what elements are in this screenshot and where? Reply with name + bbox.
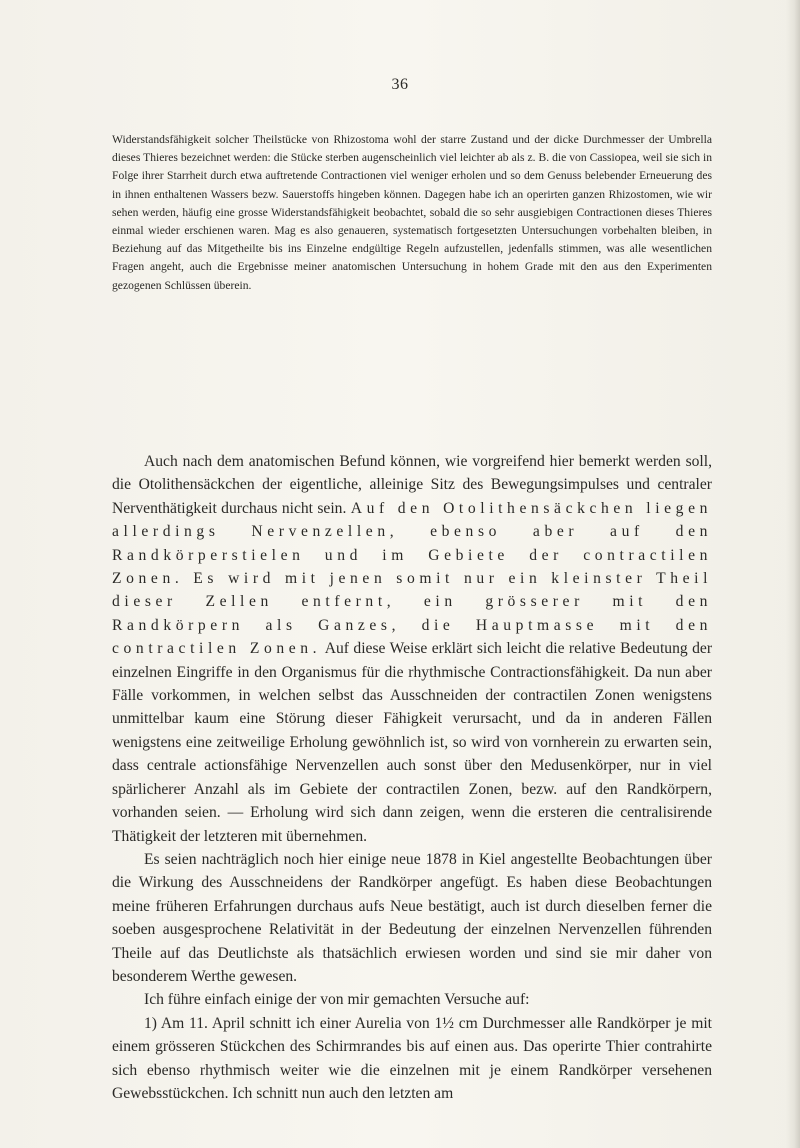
paragraph-experiments-intro: Ich führe einfach einige der von mir gemachten Versuche auf: — [144, 991, 530, 1009]
small-print-block — [112, 131, 712, 295]
paragraph-anatomical-findings — [112, 450, 712, 848]
paragraph-experiment-1: 1) Am 11. April schnitt ich einer Aurelia von 1½ cm Durchmesser alle Randkörper je mit einem grösseren Stückchen des Schirmrandes bis auf einen aus. Das operirte Thier contrahirte sich ebenso rhythmisch weiter wie die einzelnen mit je einem Randkörper versehenen Gewebsstückchen. Ich schnitt nun auch den letzten am — [112, 1014, 712, 1102]
paragraph-kiel-observations: Es seien nachträglich noch hier einige neue 1878 in Kiel angestellte Beobachtungen über die Wirkung des Ausschneidens der Randkörper angefügt. Es haben diese Beobachtungen meine früheren Erfahrungen durchaus aufs Neue bestätigt, auch ist durch dieselben ferner die soeben ausgesprochene Relativität in der Bedeutung der einzelnen Nervenzellen führenden Theile auf das Deutlichste als thatsächlich erwiesen worden und sind sie mir daher von besonderem Werthe gewesen. — [112, 850, 712, 985]
page-number: 36 — [391, 76, 409, 93]
small-print-paragraph: Widerstandsfähigkeit solcher Theilstücke von Rhizostoma wohl der starre Zustand und der dicke Durchmesser der Umbrella dieses Thieres bezeichnet werden: die Stücke sterben augenscheinlich viel leichter ab als z. B. die von Cassiopea, weil sie sich in Folge ihrer Starrheit durch etwa auftretende Contractionen viel weniger erholen und so dem Genuss belebender Erneuerung des in ihnen enthaltenen Wassers bezw. Sauerstoffs hingeben können. Dagegen habe ich an operirten ganzen Rhizostomen, wie wir sehen werden, häufig eine grosse Widerstandsfähigkeit beobachtet, sobald die so sehr ausgiebigen Contractionen dieses Thieres einmal wieder erschienen waren. Mag es also genaueren, systematisch fortgesetzten Untersuchungen vorbehalten bleiben, in Beziehung auf das Mitgetheilte bis ins Einzelne endgültige Regeln aufzustellen, jedenfalls stimmen, was alle wesentlichen Fragen angeht, auch die Ergebnisse meiner anatomischen Untersuchung in hohem Grade mit den aus den Experimenten gezogenen Schlüssen überein. — [112, 133, 712, 292]
main-text-block — [112, 450, 712, 1105]
paragraph-lead: Auch nach dem anatomischen Befund können, wie vorgreifend hier bemerkt werden soll, die Otolithensäckchen der eigentliche, alleinige Sitz des Bewegungsimpulses und centraler Nerventhätigkeit durchaus nicht sein. — [112, 453, 712, 517]
paragraph-rest: Auf diese Weise erklärt sich leicht die relative Bedeutung der einzelnen Eingriffe in den Organismus für die rhythmische Contractionsfähigkeit. Da nun aber Fälle vorkommen, in welchen selbst das Ausschneiden der contractilen Zonen wenigstens unmittelbar kaum eine Störung dieser Fähigkeit verursacht, und da in anderen Fällen wenigstens eine zeitweilige Erholung gewöhnlich ist, so wird von vornherein zu erwarten sein, dass centrale actionsfähige Nervenzellen auch sonst über den Medusenkörper, nur in viel spärlicherer Anzahl als im Gebiete der contractilen Zonen, bezw. auf den Randkörpern, vorhanden seien. — Erholung wird sich dann zeigen, wenn die ersteren die centralisirende Thätigkeit der letzteren mit übernehmen. — [112, 640, 713, 845]
spaced-emphasis: Auf den Otolithensäckchen liegen allerdings Nervenzellen, ebenso aber auf den Randkörperstielen und im Gebiete der contractilen Zonen. Es wird mit jenen somit nur ein kleinster Theil dieser Zellen entfernt, ein grösserer mit den Randkörpern als Ganzes, die Hauptmasse mit den contractilen Zonen. — [112, 499, 712, 658]
page-edge-shadow — [786, 0, 800, 1148]
